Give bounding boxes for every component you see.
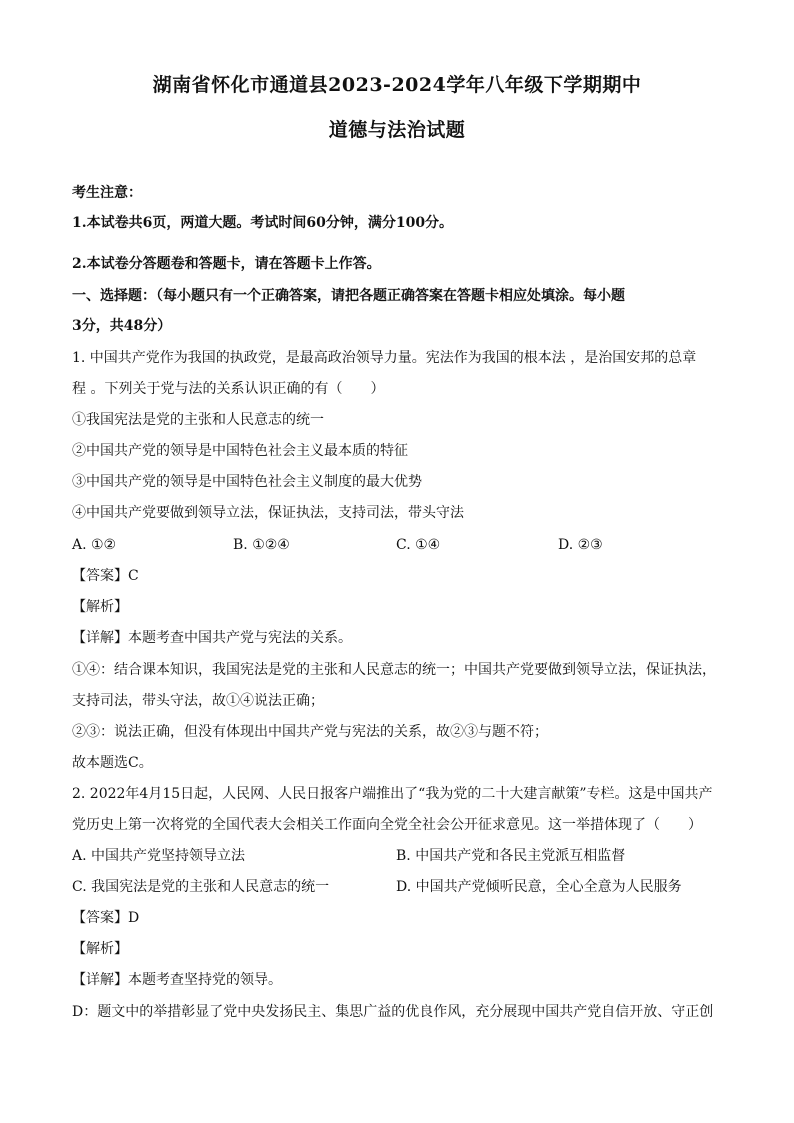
q1-statement-2: ②中国共产党的领导是中国特色社会主义最本质的特征 bbox=[72, 443, 408, 459]
q1-conclusion: 故本题选C。 bbox=[72, 755, 153, 771]
q1-explanation-1-line2: 支持司法，带头守法，故①④说法正确； bbox=[72, 693, 324, 709]
q1-option-b: B. ①②④ bbox=[233, 537, 290, 553]
q1-stem-line2: 程 。下列关于党与法的关系认识正确的有（ ） bbox=[72, 381, 385, 397]
q1-option-a: A. ①② bbox=[72, 537, 117, 553]
q2-detail: 【详解】本题考查坚持党的领导。 bbox=[72, 972, 282, 988]
q1-detail: 【详解】本题考查中国共产党与宪法的关系。 bbox=[72, 630, 352, 646]
notice-item-1: 1.本试卷共6页，两道大题。考试时间60分钟，满分100分。 bbox=[72, 215, 454, 231]
q1-explanation-2: ②③：说法正确，但没有体现出中国共产党与宪法的关系，故②③与题不符； bbox=[72, 724, 548, 740]
q2-answer: 【答案】D bbox=[72, 910, 140, 926]
section1-heading-line2: 3分，共48分） bbox=[72, 318, 172, 334]
q2-analysis-label: 【解析】 bbox=[72, 941, 128, 957]
q2-option-c: C. 我国宪法是党的主张和人民意志的统一 bbox=[72, 879, 330, 895]
q2-stem-line2: 党历史上第一次将党的全国代表大会相关工作面向全党全社会公开征求意见。这一举措体现了（ ） bbox=[72, 817, 702, 833]
exam-title-line2: 道德与法治试题 bbox=[328, 119, 466, 141]
q1-analysis-label: 【解析】 bbox=[72, 599, 128, 615]
notice-heading: 考生注意： bbox=[72, 185, 142, 201]
notice-item-2: 2.本试卷分答题卷和答题卡，请在答题卡上作答。 bbox=[72, 256, 381, 272]
q2-stem-line1: 2. 2022年4月15日起，人民网、人民日报客户端推出了“我为党的二十大建言献策”专栏。这是中国共产 bbox=[72, 786, 713, 802]
q1-option-c: C. ①④ bbox=[396, 537, 441, 553]
q2-option-d: D. 中国共产党倾听民意，全心全意为人民服务 bbox=[396, 879, 682, 895]
q1-answer: 【答案】C bbox=[72, 568, 139, 584]
exam-title-line1: 湖南省怀化市通道县2023-2024学年八年级下学期期中 bbox=[152, 74, 642, 96]
q1-statement-4: ④中国共产党要做到领导立法，保证执法，支持司法，带头守法 bbox=[72, 505, 464, 521]
q1-statement-1: ①我国宪法是党的主张和人民意志的统一 bbox=[72, 412, 324, 428]
q1-explanation-1-line1: ①④：结合课本知识，我国宪法是党的主张和人民意志的统一；中国共产党要做到领导立法，保证执法， bbox=[72, 662, 716, 678]
q2-option-b: B. 中国共产党和各民主党派互相监督 bbox=[396, 848, 626, 864]
q1-stem-line1: 1. 中国共产党作为我国的执政党，是最高政治领导力量。宪法作为我国的根本法 ，是治国安邦的总章 bbox=[72, 350, 697, 366]
q1-statement-3: ③中国共产党的领导是中国特色社会主义制度的最大优势 bbox=[72, 474, 422, 490]
q2-explanation-1: D：题文中的举措彰显了党中央发扬民主、集思广益的优良作风，充分展现中国共产党自信开放、守正创 bbox=[72, 1004, 714, 1020]
q2-option-a: A. 中国共产党坚持领导立法 bbox=[72, 848, 246, 864]
section1-heading-line1: 一、选择题：（每小题只有一个正确答案，请把各题正确答案在答题卡相应处填涂。每小题 bbox=[72, 288, 625, 304]
q1-option-d: D. ②③ bbox=[558, 537, 603, 553]
